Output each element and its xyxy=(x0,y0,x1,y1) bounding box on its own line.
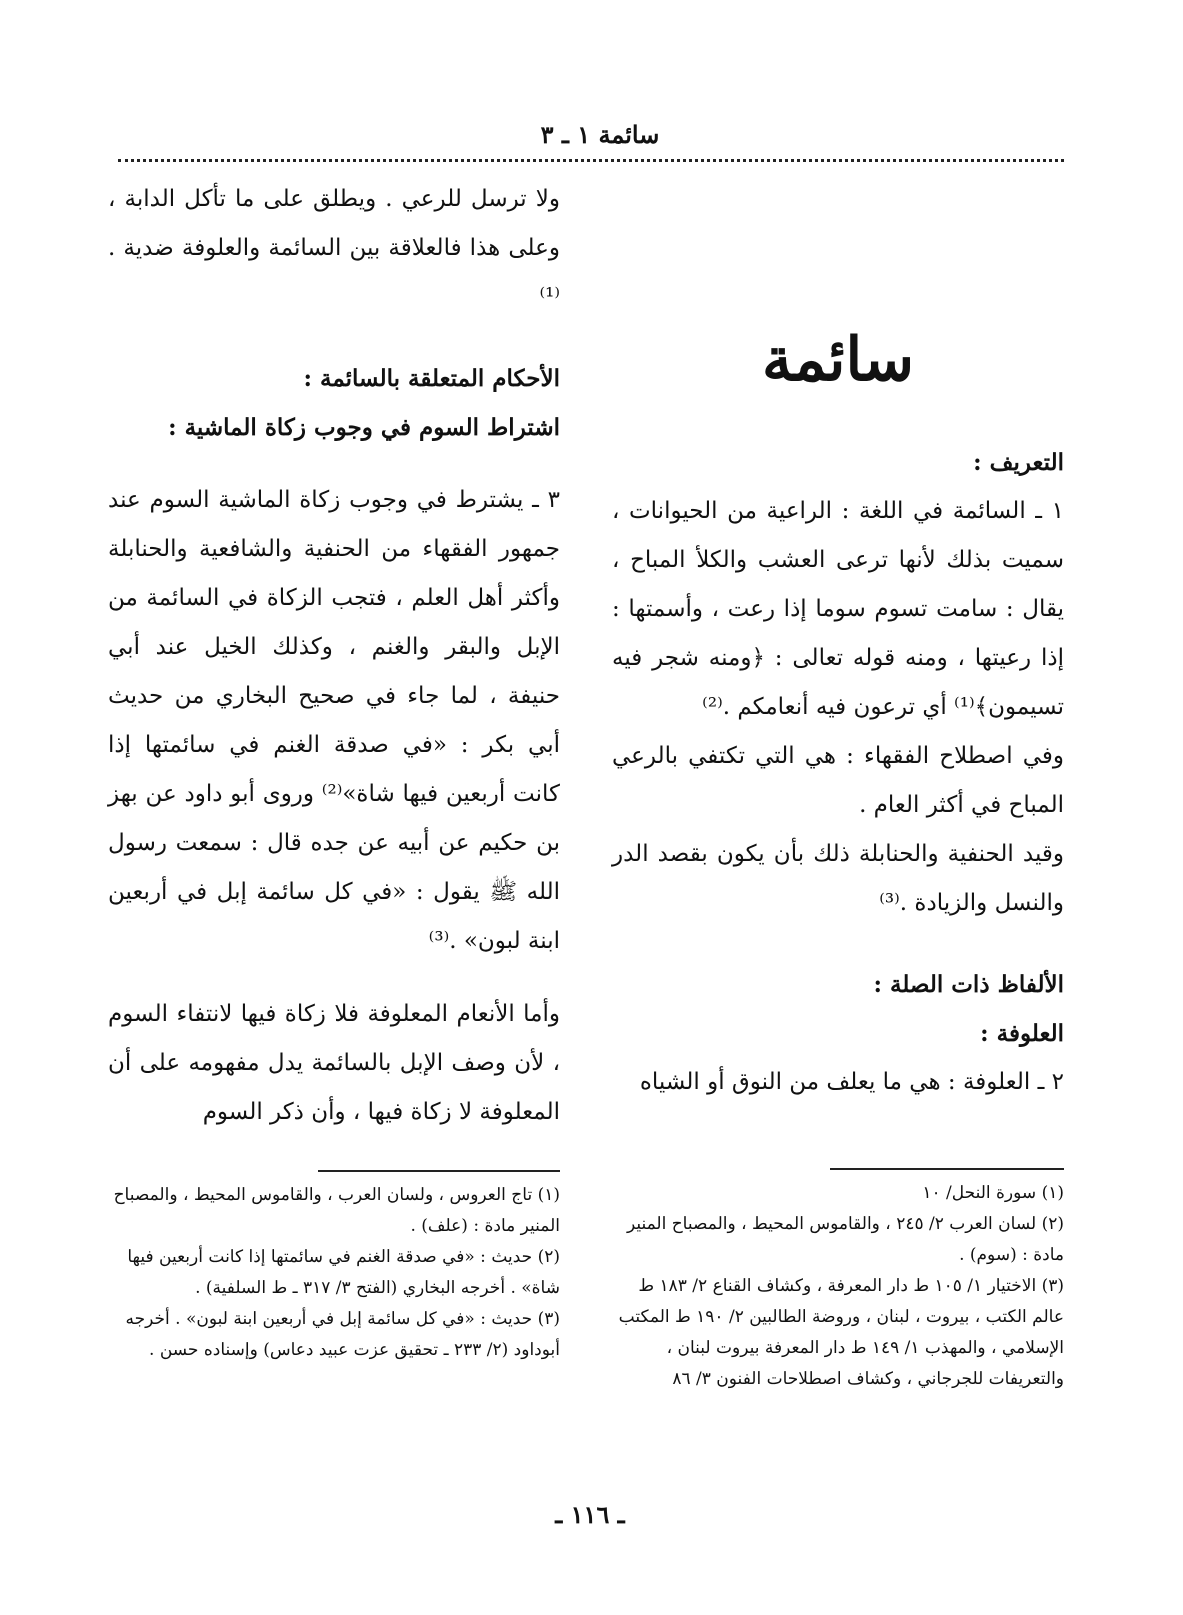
footnotes-left xyxy=(108,1180,560,1366)
entry-title: سائمة xyxy=(761,325,915,395)
paragraph-term-definition: وفي اصطلاح الفقهاء : هي التي تكتفي بالرعي المباح في أكثر العام . xyxy=(612,743,1064,818)
footnote-rule-right xyxy=(830,1168,1064,1170)
footnote-item: (٢) حديث : «في صدقة الغنم في سائمتها إذا كانت أربعين فيها شاة» . أخرجه البخاري (الفتح ٣/ ٣١٧ ـ ط السلفية) . xyxy=(127,1247,560,1298)
right-column xyxy=(612,438,1064,1107)
paragraph-2: ٢ ـ العلوفة : هي ما يعلف من النوق أو الشياه xyxy=(639,1069,1064,1095)
footnote-item: (١) تاج العروس ، ولسان العرب ، والقاموس المحيط ، والمصباح المنير مادة : (علف) . xyxy=(113,1185,560,1236)
related-terms-heading: الألفاظ ذات الصلة : xyxy=(873,971,1064,998)
paragraph-continuation: ولا ترسل للرعي . ويطلق على ما تأكل الدابة ، وعلى هذا فالعلاقة بين السائمة والعلوفة ضدية .⁽¹⁾ xyxy=(108,186,560,310)
spacer xyxy=(612,928,1064,960)
paragraph-hanafi-restriction: وقيد الحنفية والحنابلة ذلك بأن يكون بقصد الدر والنسل والزيادة .⁽³⁾ xyxy=(612,841,1064,916)
spacer xyxy=(108,322,560,354)
running-header-title: سائمة ١ ـ ٣ xyxy=(540,120,660,149)
footnote-item: (١) سورة النحل/ ١٠ xyxy=(922,1183,1064,1203)
rulings-heading: الأحكام المتعلقة بالسائمة : xyxy=(303,365,560,392)
paragraph-ma-loofa: وأما الأنعام المعلوفة فلا زكاة فيها لانتفاء السوم ، لأن وصف الإبل بالسائمة يدل مفهومه على أن المعلوفة لا زكاة فيها ، وأن ذكر السوم xyxy=(108,1001,560,1125)
alaloofa-subheading: العلوفة : xyxy=(980,1020,1064,1047)
spacer xyxy=(108,452,560,476)
footnote-item: (٣) حديث : «في كل سائمة إبل في أربعين ابنة لبون» . أخرجه أبوداود (٢/ ٢٣٣ ـ تحقيق عزت عبيد دعاس) وإسناده حسن . xyxy=(125,1309,560,1360)
spacer xyxy=(108,966,560,990)
footnote-rule-left xyxy=(318,1170,560,1172)
paragraph-1: ١ ـ السائمة في اللغة : الراعية من الحيوانات ، سميت بذلك لأنها ترعى العشب والكلأ المباح ، يقال : سامت تسوم سوما إذا رعت ، وأسمتها : إذا رعيتها ، ومنه قوله تعالى : ﴿ومنه شجر فيه تسيمون﴾⁽¹⁾ أي ترعون فيه أنعامكم .⁽²⁾ xyxy=(612,498,1064,720)
paragraph-3: ٣ ـ يشترط في وجوب زكاة الماشية السوم عند جمهور الفقهاء من الحنفية والشافعية والحنابلة وأكثر أهل العلم ، فتجب الزكاة في السائمة من الإبل والبقر والغنم ، وكذلك الخيل عند أبي حنيفة ، لما جاء في صحيح البخاري من حديث أبي بكر : «في صدقة الغنم في سائمتها إذا كانت أربعين فيها شاة»⁽²⁾ وروى أبو داود عن بهز بن حكيم عن أبيه عن جده قال : سمعت رسول الله ﷺ يقول : «في كل سائمة إبل في أربعين ابنة لبون» .⁽³⁾ xyxy=(108,487,561,954)
left-column xyxy=(108,175,560,1137)
footnotes-right xyxy=(612,1178,1064,1395)
header-dotted-rule xyxy=(118,159,1064,162)
page-number: ـ ١١٦ ـ xyxy=(555,1500,625,1529)
footnote-item: (٢) لسان العرب ٢/ ٢٤٥ ، والقاموس المحيط ، والمصباح المنير مادة : (سوم) . xyxy=(626,1214,1064,1265)
footnote-item: (٣) الاختيار ١/ ١٠٥ ط دار المعرفة ، وكشاف القناع ٢/ ١٨٣ ط عالم الكتب ، بيروت ، لبنان ، وروضة الطالبين ٢/ ١٩٠ ط المكتب الإسلامي ، والمهذب ١/ ١٤٩ ط دار المعرفة بيروت لبنان ، والتعريفات للجرجاني ، وكشاف اصطلاحات الفنون ٣/ ٨٦ xyxy=(618,1276,1064,1389)
condition-heading: اشتراط السوم في وجوب زكاة الماشية : xyxy=(168,414,560,441)
definition-heading: التعريف : xyxy=(973,449,1064,476)
